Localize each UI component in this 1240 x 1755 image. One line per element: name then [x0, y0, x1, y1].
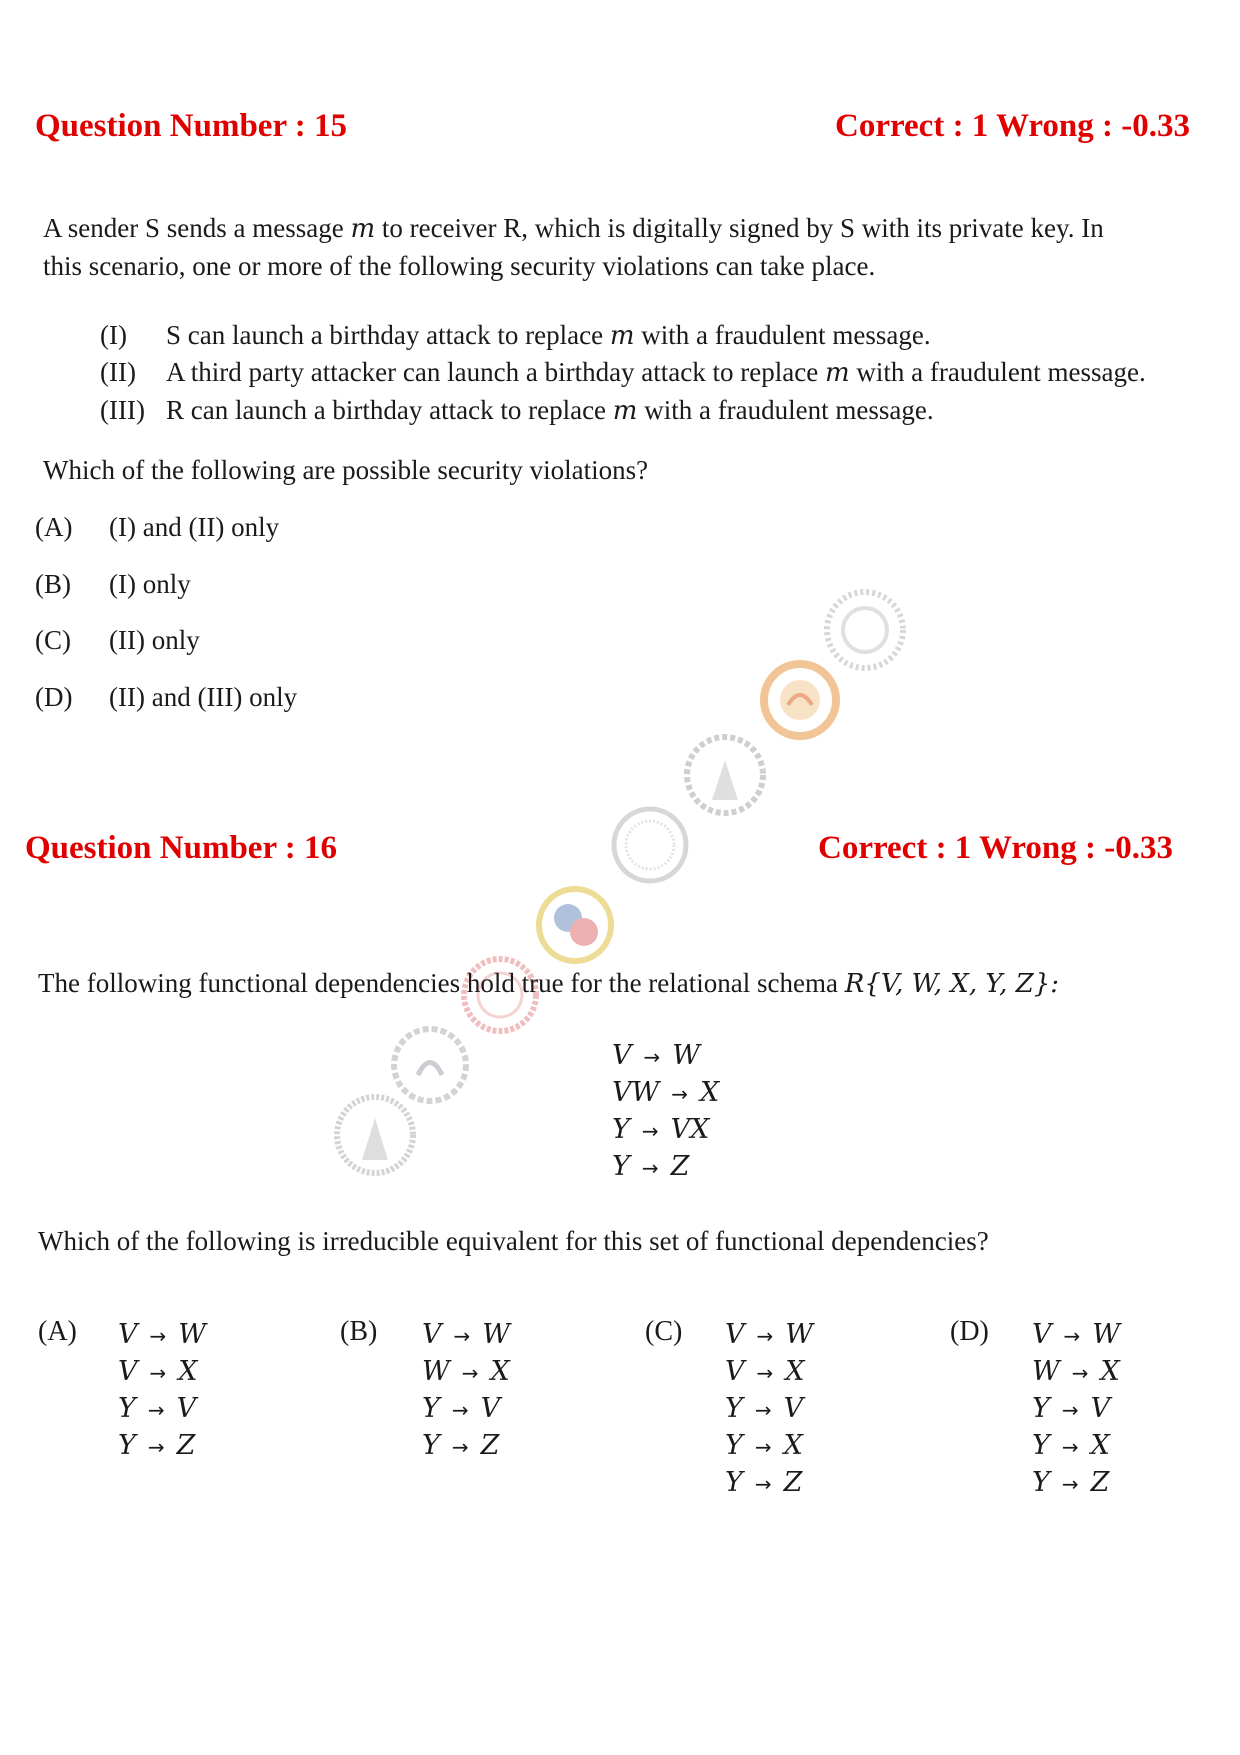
- fd-lhs: W: [422, 1356, 450, 1387]
- watermark-seal-2: [764, 664, 836, 736]
- q15-statement: [100, 316, 931, 355]
- fd-line: [612, 1111, 719, 1148]
- q15-statement-text-a: A third party attacker can launch a birthday attack to replace: [166, 357, 825, 387]
- fd-line: [422, 1427, 510, 1464]
- fd-line: [118, 1353, 206, 1390]
- fd-rhs: Z: [1090, 1467, 1110, 1498]
- q15-marking-scheme: Correct : 1 Wrong : -0.33: [835, 108, 1190, 144]
- fd-lhs: W: [1032, 1356, 1060, 1387]
- fd-rhs: X: [700, 1077, 720, 1108]
- q16-stem-text: The following functional dependencies hold true for the relational schema: [38, 968, 845, 998]
- arrow-icon: →: [1061, 1398, 1079, 1422]
- option-label: (A): [38, 1316, 77, 1347]
- arrow-icon: →: [671, 1082, 689, 1106]
- fd-line: [725, 1316, 813, 1353]
- q15-option-a[interactable]: [35, 508, 279, 546]
- fd-rhs: VX: [670, 1114, 710, 1145]
- fd-rhs: X: [490, 1356, 510, 1387]
- fd-rhs: V: [480, 1393, 501, 1424]
- fd-line: [1032, 1464, 1120, 1501]
- fd-rhs: W: [482, 1319, 511, 1350]
- q15-stem-var: m: [350, 214, 376, 244]
- fd-lhs: Y: [612, 1114, 630, 1145]
- arrow-icon: →: [643, 1045, 661, 1069]
- fd-line: [422, 1316, 510, 1353]
- arrow-icon: →: [641, 1156, 659, 1180]
- fd-line: [422, 1390, 510, 1427]
- fd-rhs: V: [783, 1393, 804, 1424]
- fd-rhs: X: [785, 1356, 805, 1387]
- fd-line: [725, 1427, 813, 1464]
- fd-rhs: Z: [480, 1430, 500, 1461]
- arrow-icon: →: [147, 1435, 165, 1459]
- fd-lhs: V: [1032, 1319, 1052, 1350]
- arrow-icon: →: [754, 1398, 772, 1422]
- q15-statement-label: (III): [100, 395, 145, 425]
- fd-rhs: Z: [783, 1467, 803, 1498]
- fd-line: [1032, 1353, 1120, 1390]
- fd-line: [1032, 1427, 1120, 1464]
- arrow-icon: →: [754, 1435, 772, 1459]
- fd-lhs: V: [725, 1356, 745, 1387]
- fd-lhs: Y: [612, 1151, 630, 1182]
- watermark-seal-4: [614, 809, 686, 881]
- fd-lhs: Y: [725, 1393, 743, 1424]
- fd-line: [422, 1353, 510, 1390]
- watermark-seal-7: [394, 1029, 466, 1101]
- q15-statement-text-a: R can launch a birthday attack to replace: [166, 395, 613, 425]
- option-fd-list: [725, 1316, 813, 1501]
- fd-line: [1032, 1316, 1120, 1353]
- q16-stem-schema: R{V, W, X, Y, Z}:: [844, 969, 1060, 999]
- fd-line: [612, 1074, 719, 1111]
- fd-rhs: Z: [670, 1151, 690, 1182]
- option-label: (D): [35, 682, 73, 712]
- option-label: (C): [35, 625, 71, 655]
- fd-lhs: VW: [612, 1077, 660, 1108]
- arrow-icon: →: [451, 1435, 469, 1459]
- q15-statement-text-b: with a fraudulent message.: [637, 395, 934, 425]
- arrow-icon: →: [147, 1398, 165, 1422]
- fd-line: [725, 1353, 813, 1390]
- fd-line: [118, 1316, 206, 1353]
- fd-lhs: V: [118, 1356, 138, 1387]
- q16-marking-scheme: Correct : 1 Wrong : -0.33: [818, 830, 1173, 866]
- q15-statement-text-b: with a fraudulent message.: [634, 320, 931, 350]
- fd-rhs: X: [178, 1356, 198, 1387]
- fd-lhs: Y: [1032, 1467, 1050, 1498]
- fd-line: [612, 1037, 719, 1074]
- arrow-icon: →: [1071, 1361, 1089, 1385]
- fd-lhs: V: [422, 1319, 442, 1350]
- q16-fd-list: [612, 1037, 719, 1185]
- arrow-icon: →: [641, 1119, 659, 1143]
- arrow-icon: →: [754, 1472, 772, 1496]
- q15-statement-var: m: [612, 396, 638, 426]
- q15-option-b[interactable]: [35, 565, 191, 603]
- fd-lhs: V: [612, 1040, 632, 1071]
- fd-lhs: Y: [725, 1467, 743, 1498]
- q15-statement: [100, 353, 1146, 392]
- fd-lhs: V: [725, 1319, 745, 1350]
- arrow-icon: →: [756, 1324, 774, 1348]
- arrow-icon: →: [461, 1361, 479, 1385]
- fd-rhs: X: [1090, 1430, 1110, 1461]
- fd-lhs: Y: [118, 1393, 136, 1424]
- fd-lhs: Y: [118, 1430, 136, 1461]
- fd-line: [612, 1148, 719, 1185]
- option-label: (C): [645, 1316, 683, 1347]
- fd-rhs: Z: [176, 1430, 196, 1461]
- option-label: (A): [35, 512, 73, 542]
- fd-line: [725, 1464, 813, 1501]
- q15-option-d[interactable]: [35, 678, 297, 716]
- fd-rhs: W: [785, 1319, 814, 1350]
- fd-rhs: V: [1090, 1393, 1111, 1424]
- fd-lhs: Y: [725, 1430, 743, 1461]
- q15-stem-line1: [43, 209, 1104, 248]
- option-label: (B): [340, 1316, 378, 1347]
- option-fd-list: [1032, 1316, 1120, 1501]
- arrow-icon: →: [453, 1324, 471, 1348]
- arrow-icon: →: [1061, 1435, 1079, 1459]
- option-fd-list: [422, 1316, 510, 1464]
- fd-rhs: W: [672, 1040, 701, 1071]
- fd-line: [1032, 1390, 1120, 1427]
- option-label: (D): [950, 1316, 989, 1347]
- option-fd-list: [118, 1316, 206, 1464]
- q15-statement: [100, 391, 934, 430]
- watermark-seal-1: [827, 592, 903, 668]
- arrow-icon: →: [149, 1361, 167, 1385]
- q15-statement-label: (II): [100, 357, 136, 387]
- arrow-icon: →: [1063, 1324, 1081, 1348]
- option-text: (II) and (III) only: [109, 682, 298, 712]
- q16-number-heading: Question Number : 16: [25, 830, 337, 866]
- fd-lhs: Y: [1032, 1393, 1050, 1424]
- fd-rhs: W: [1092, 1319, 1121, 1350]
- q16-question-text: Which of the following is irreducible equivalent for this set of functional dependencies?: [38, 1226, 989, 1256]
- fd-lhs: Y: [422, 1430, 440, 1461]
- fd-lhs: Y: [422, 1393, 440, 1424]
- fd-rhs: X: [1100, 1356, 1120, 1387]
- option-label: (B): [35, 569, 71, 599]
- option-text: (I) and (II) only: [109, 512, 280, 542]
- fd-rhs: V: [176, 1393, 197, 1424]
- q15-statement-text-a: S can launch a birthday attack to replace: [166, 320, 610, 350]
- q15-statement-text-b: with a fraudulent message.: [849, 357, 1146, 387]
- option-text: (I) only: [109, 569, 191, 599]
- arrow-icon: →: [1061, 1472, 1079, 1496]
- q15-option-c[interactable]: [35, 621, 200, 659]
- arrow-icon: →: [451, 1398, 469, 1422]
- q15-statement-var: m: [609, 321, 635, 351]
- q16-stem: [38, 964, 1059, 1003]
- fd-rhs: X: [783, 1430, 803, 1461]
- watermark-seal-5: [539, 889, 611, 961]
- watermark-seal-8: [337, 1097, 413, 1173]
- arrow-icon: →: [756, 1361, 774, 1385]
- q15-number-heading: Question Number : 15: [35, 108, 347, 144]
- fd-lhs: V: [118, 1319, 138, 1350]
- fd-lhs: Y: [1032, 1430, 1050, 1461]
- watermark-seal-3: [687, 737, 763, 813]
- q15-stem-line2: this scenario, one or more of the following security violations can take place.: [43, 251, 876, 281]
- q15-question-text: Which of the following are possible security violations?: [43, 455, 649, 485]
- fd-line: [118, 1390, 206, 1427]
- fd-rhs: W: [178, 1319, 207, 1350]
- fd-line: [118, 1427, 206, 1464]
- fd-line: [725, 1390, 813, 1427]
- arrow-icon: →: [149, 1324, 167, 1348]
- q15-stem-text-b: to receiver R, which is digitally signed by S with its private key. In: [375, 213, 1104, 243]
- q15-statement-label: (I): [100, 320, 127, 350]
- option-text: (II) only: [109, 625, 200, 655]
- q15-statement-var: m: [824, 358, 850, 388]
- q15-stem-text-a: A sender S sends a message: [43, 213, 351, 243]
